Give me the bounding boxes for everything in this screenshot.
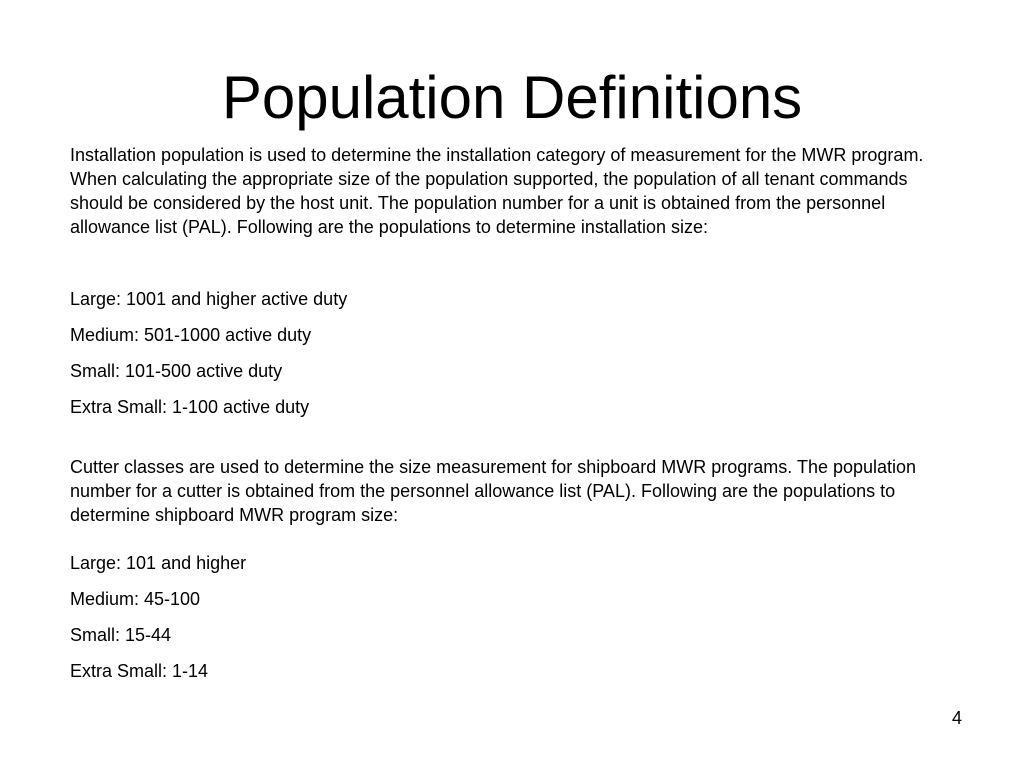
slide-title: Population Definitions [221, 64, 803, 131]
installation-size-small: Small: 101-500 active duty [70, 361, 283, 381]
cutter-classes-paragraph: Cutter classes are used to determine the size measurement for shipboard MWR programs. The population number for a cutter is obtained from the personnel allowance list (PAL). Following are the populations to determine shipboard MWR program size: [70, 457, 917, 525]
cutter-size-medium: Medium: 45-100 [70, 589, 201, 609]
installation-size-list [70, 287, 960, 419]
slide-body [70, 143, 960, 683]
installation-size-large: Large: 1001 and higher active duty [70, 289, 348, 309]
cutter-size-list [70, 551, 960, 683]
cutter-size-extra-small: Extra Small: 1-14 [70, 661, 209, 681]
cutter-size-large: Large: 101 and higher [70, 553, 247, 573]
installation-population-paragraph: Installation population is used to determine the installation category of measurement for the MWR program. When calculating the appropriate size of the population supported, the population of all tenant commands should be considered by the host unit. The population number for a unit is obtained from the personnel allowance list (PAL). Following are the populations to determine installation size: [70, 145, 924, 237]
installation-size-extra-small: Extra Small: 1-100 active duty [70, 397, 310, 417]
installation-size-medium: Medium: 501-1000 active duty [70, 325, 312, 345]
cutter-size-small: Small: 15-44 [70, 625, 172, 645]
page-number: 4 [951, 708, 962, 728]
